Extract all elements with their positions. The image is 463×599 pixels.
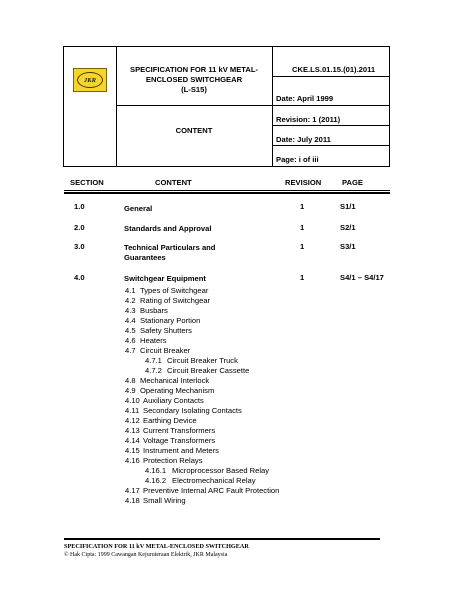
section-revision: 1	[300, 223, 305, 232]
subsection-item: 4.4 Stationary Portion	[125, 316, 201, 325]
subsection-item: 4.18 Small Wiring	[125, 496, 186, 505]
header-hline-r4	[272, 145, 390, 146]
header-hline-r1	[272, 76, 390, 77]
header-hline-r2	[272, 105, 390, 106]
header-rule-thin	[64, 190, 390, 191]
subsection-item: 4.11 Secondary Isolating Contacts	[125, 406, 242, 415]
subsection-item: 4.13 Current Transformers	[125, 426, 216, 435]
section-title-line-1: Technical Particulars and	[124, 243, 216, 252]
section-title-line-2: Guarantees	[124, 252, 166, 262]
spec-title-line-3: (L-S15)	[181, 85, 207, 94]
section-page: S3/1	[340, 242, 356, 251]
subsection-item: 4.15 Instrument and Meters	[125, 446, 219, 455]
subsection-item: 4.6 Heaters	[125, 336, 167, 345]
header-box	[63, 46, 390, 167]
jkr-logo-text: JKR	[84, 76, 96, 84]
subsection-item: 4.7.1 Circuit Breaker Truck	[145, 356, 238, 365]
subsection-item: 4.5 Safety Shutters	[125, 326, 192, 335]
subsection-item: 4.7.2 Circuit Breaker Cassette	[145, 366, 250, 375]
jkr-logo-emblem	[77, 72, 103, 88]
footer-rule	[64, 538, 380, 540]
section-number: 2.0	[74, 223, 85, 232]
subsection-item: 4.12 Earthing Device	[125, 416, 197, 425]
jkr-logo	[73, 68, 107, 92]
col-header-section: SECTION	[70, 178, 104, 187]
section-revision: 1	[300, 242, 305, 251]
col-header-content: CONTENT	[155, 178, 192, 187]
header-hline-r3	[272, 125, 390, 126]
section-page: S2/1	[340, 223, 356, 232]
section-page: S4/1 – S4/17	[340, 273, 384, 282]
subsection-item: 4.10 Auxiliary Contacts	[125, 396, 204, 405]
section-number: 4.0	[74, 273, 85, 282]
spec-title-line-1: SPECIFICATION FOR 11 kV METAL-	[130, 65, 258, 74]
section-title: Switchgear Equipment	[124, 274, 206, 283]
subsection-item: 4.7 Circuit Breaker	[125, 346, 191, 355]
subsection-item: 4.16 Protection Relays	[125, 456, 203, 465]
footer-title: SPECIFICATION FOR 11 kV METAL-ENCLOSED SWITCHGEAR	[64, 543, 249, 550]
subsection-item: 4.1 Types of Switchgear	[125, 286, 209, 295]
revision-label: Revision: 1 (2011)	[276, 115, 341, 124]
subsection-item: 4.9 Operating Mechanism	[125, 386, 215, 395]
subsection-item: 4.14 Voltage Transformers	[125, 436, 216, 445]
issue-date: Date: April 1999	[276, 94, 334, 103]
section-number: 1.0	[74, 202, 85, 211]
col-header-page: PAGE	[342, 178, 363, 187]
subsection-item: 4.2 Rating of Switchgear	[125, 296, 211, 305]
section-title: General	[124, 204, 153, 213]
section-title: Standards and Approval	[124, 224, 212, 233]
subsection-item: 4.8 Mechanical Interlock	[125, 376, 210, 385]
subsection-item: 4.16.1 Microprocessor Based Relay	[145, 466, 270, 475]
header-divider-2	[272, 47, 273, 166]
section-number: 3.0	[74, 242, 85, 251]
subsection-item: 4.16.2 Electromechanical Relay	[145, 476, 256, 485]
section-title	[124, 243, 264, 262]
section-page: S1/1	[340, 202, 356, 211]
footer-copyright: © Hak Cipta: 1999 Cawangan Kejuruteraan Elektrik, JKR Malaysia	[64, 552, 228, 558]
doc-code: CKE.LS.01.15.(01).2011	[292, 65, 376, 74]
header-rule-thick	[64, 192, 390, 194]
page-label: Page: i of iii	[276, 155, 319, 164]
spec-title-line-2: ENCLOSED SWITCHGEAR	[145, 75, 243, 84]
subsection-item: 4.17 Preventive Internal ARC Fault Protection	[125, 486, 280, 495]
section-revision: 1	[300, 202, 305, 211]
subsection-item: 4.3 Busbars	[125, 306, 168, 315]
content-label: CONTENT	[175, 126, 213, 135]
header-divider-1	[116, 47, 117, 166]
spec-title	[119, 65, 269, 95]
col-header-revision: REVISION	[285, 178, 322, 187]
header-hline-mid	[116, 105, 272, 106]
section-revision: 1	[300, 273, 305, 282]
revision-date: Date: July 2011	[276, 135, 331, 144]
